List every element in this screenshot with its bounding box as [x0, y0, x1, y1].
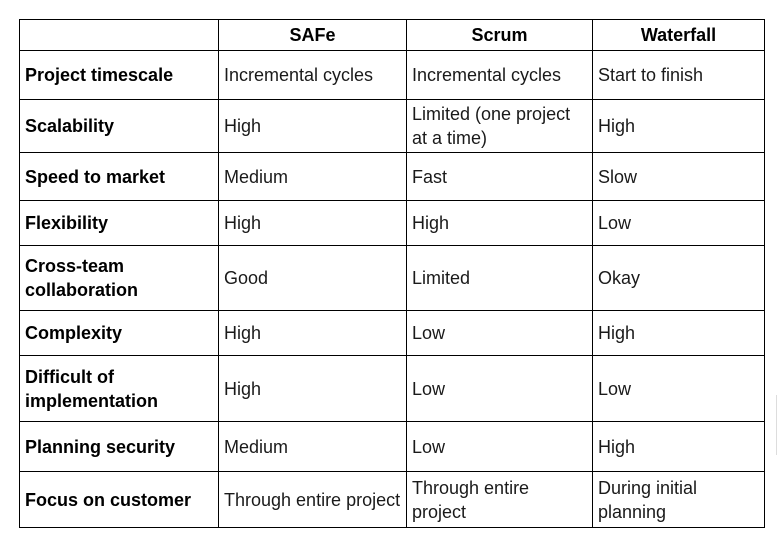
cell-safe: Through entire project [219, 472, 407, 528]
cell-safe: Good [219, 246, 407, 311]
table-row [20, 472, 765, 528]
cell-waterfall: Start to finish [593, 51, 765, 100]
cell-scrum: Low [407, 422, 593, 472]
cell-safe: Incremental cycles [219, 51, 407, 100]
cell-scrum: Limited (one project at a time) [407, 100, 593, 153]
cell-scrum: Low [407, 311, 593, 356]
table-header-row [20, 20, 765, 51]
row-label: Planning security [20, 422, 219, 472]
cell-scrum: High [407, 201, 593, 246]
header-waterfall: Waterfall [593, 20, 765, 51]
row-label: Focus on customer [20, 472, 219, 528]
header-safe: SAFe [219, 20, 407, 51]
row-label: Scalability [20, 100, 219, 153]
cell-waterfall: High [593, 422, 765, 472]
table-row [20, 356, 765, 422]
row-label: Flexibility [20, 201, 219, 246]
cell-waterfall: Low [593, 201, 765, 246]
table-row [20, 422, 765, 472]
cell-scrum: Fast [407, 153, 593, 201]
cell-scrum: Through entire project [407, 472, 593, 528]
row-label: Project timescale [20, 51, 219, 100]
table-row [20, 246, 765, 311]
cell-scrum: Limited [407, 246, 593, 311]
table-row [20, 100, 765, 153]
cell-waterfall: High [593, 311, 765, 356]
edge-divider [776, 395, 777, 455]
table-row [20, 153, 765, 201]
header-scrum: Scrum [407, 20, 593, 51]
cell-waterfall: Low [593, 356, 765, 422]
header-corner-cell [20, 20, 219, 51]
cell-waterfall: High [593, 100, 765, 153]
row-label: Cross-team collaboration [20, 246, 219, 311]
cell-safe: High [219, 356, 407, 422]
row-label: Complexity [20, 311, 219, 356]
cell-safe: Medium [219, 153, 407, 201]
cell-safe: High [219, 100, 407, 153]
row-label: Speed to market [20, 153, 219, 201]
cell-safe: High [219, 201, 407, 246]
cell-waterfall: Slow [593, 153, 765, 201]
cell-safe: High [219, 311, 407, 356]
cell-scrum: Low [407, 356, 593, 422]
cell-safe: Medium [219, 422, 407, 472]
cell-scrum: Incremental cycles [407, 51, 593, 100]
cell-waterfall: Okay [593, 246, 765, 311]
row-label: Difficult of implementation [20, 356, 219, 422]
table-row [20, 311, 765, 356]
table-row [20, 51, 765, 100]
comparison-table [19, 19, 765, 528]
table-row [20, 201, 765, 246]
cell-waterfall: During initial planning [593, 472, 765, 528]
